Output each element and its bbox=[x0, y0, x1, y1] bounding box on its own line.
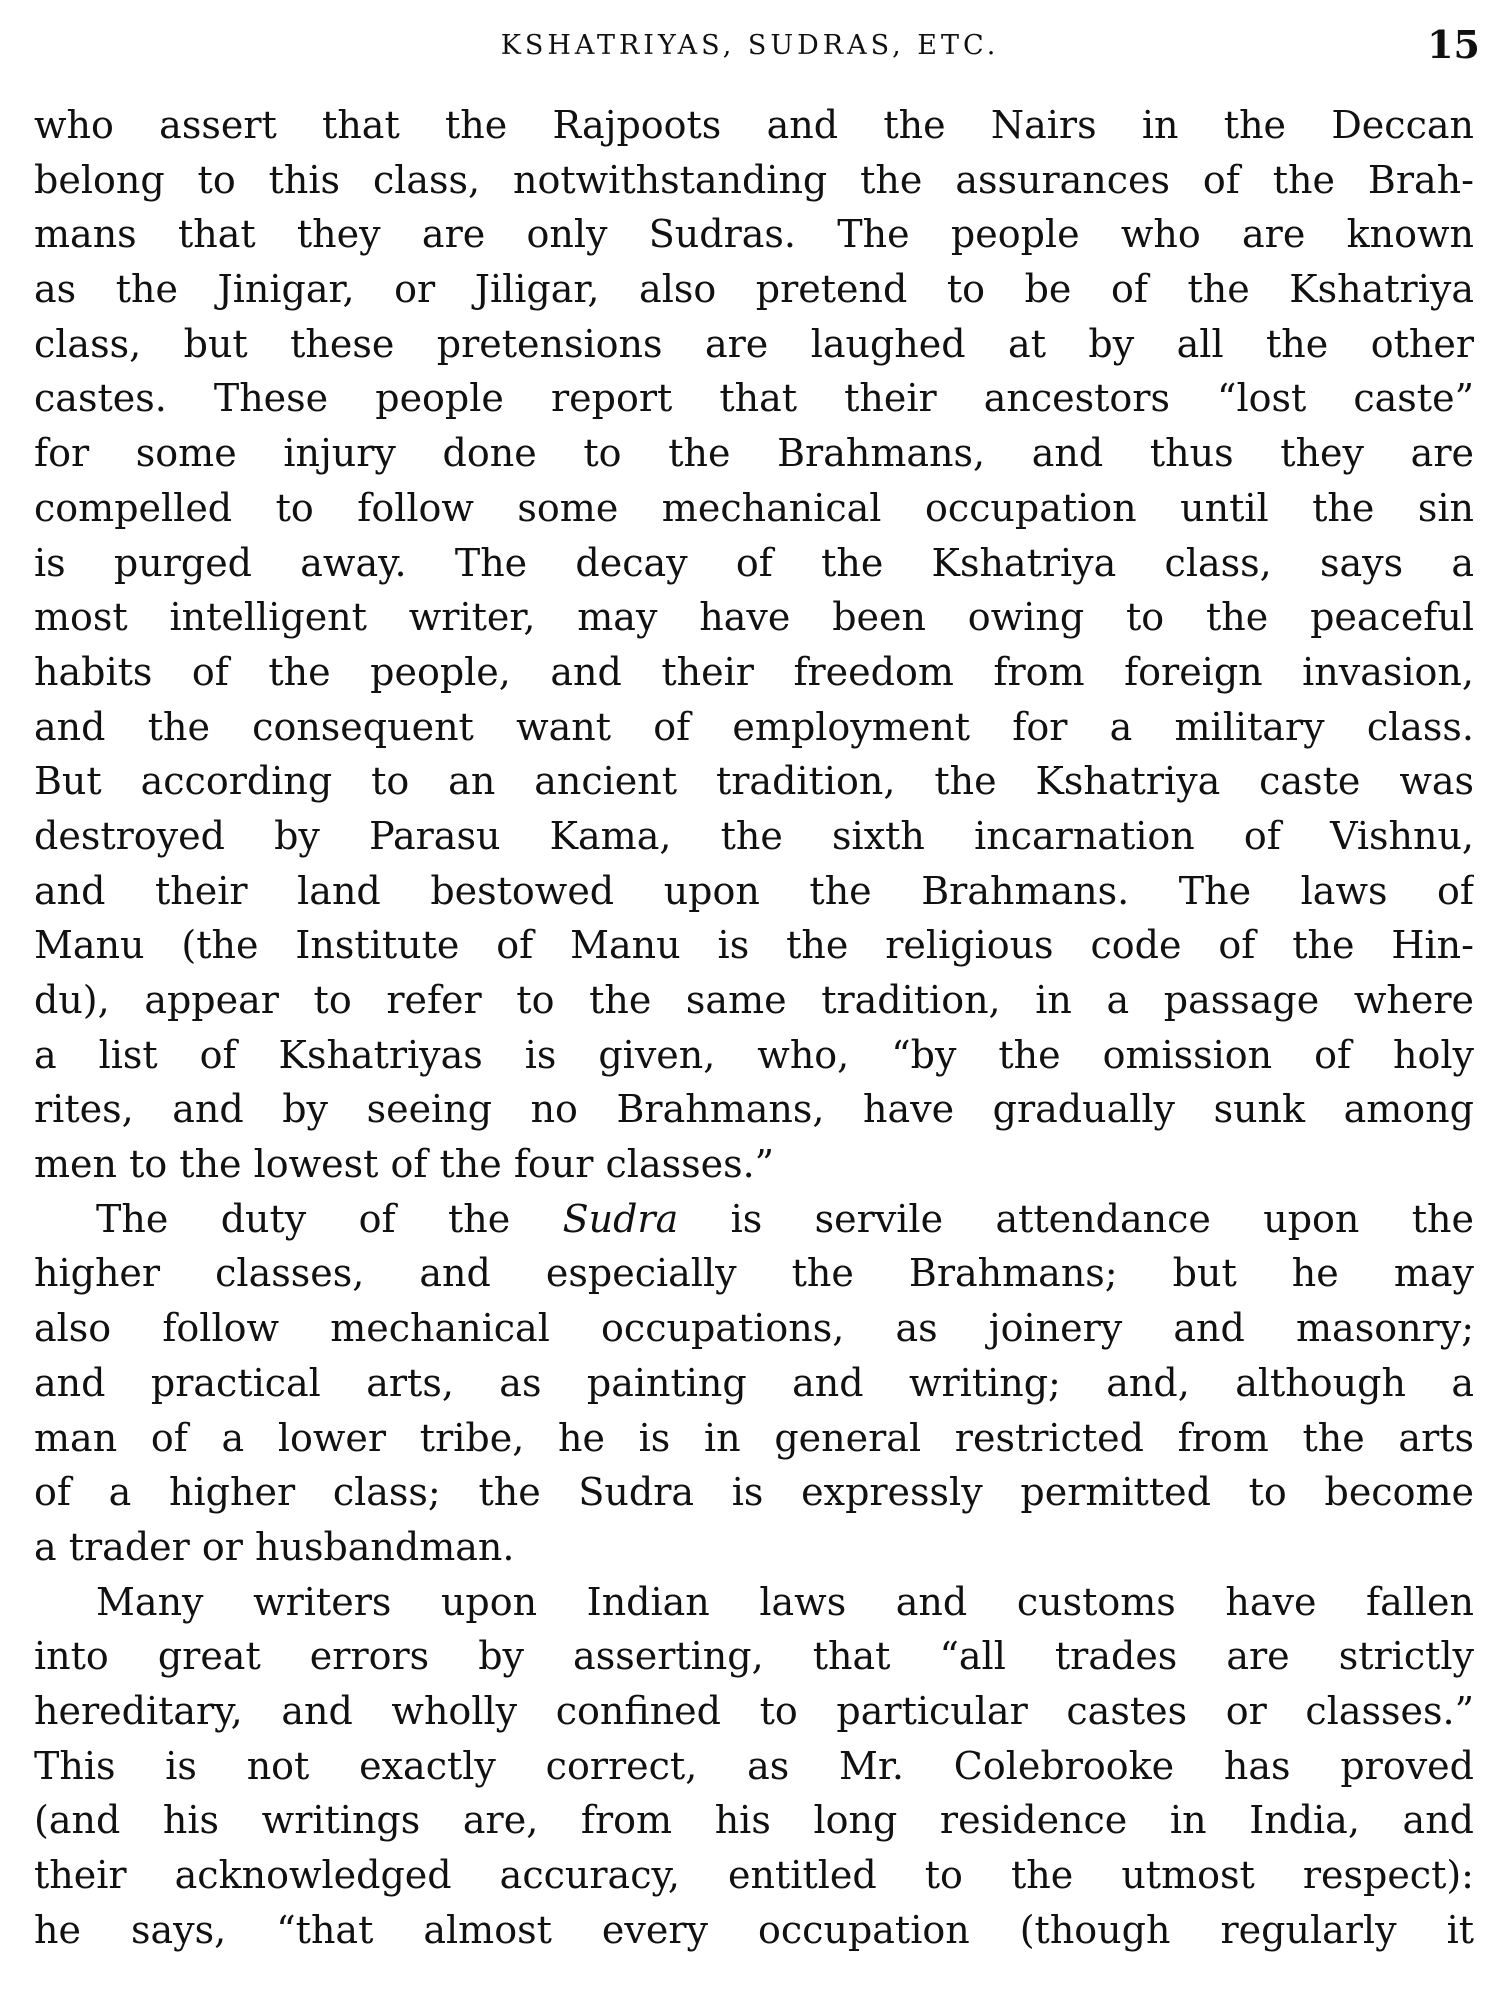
text-line: for some injury done to the Brahmans, and thus they are bbox=[34, 431, 1474, 476]
text-run: The duty of the bbox=[96, 1196, 563, 1241]
text-line: into great errors by asserting, that “all trades are strictly bbox=[34, 1634, 1474, 1679]
text-line bbox=[34, 1192, 1474, 1247]
text-line: destroyed by Parasu Kama, the sixth incarnation of Vishnu, bbox=[34, 813, 1474, 858]
text-line: du), appear to refer to the same tradition, in a passage where bbox=[34, 978, 1474, 1022]
text-line: belong to this class, notwithstanding the assurances of the Brah- bbox=[34, 157, 1474, 202]
text-line: a list of Kshatriyas is given, who, “by the omission of holy bbox=[34, 1032, 1474, 1077]
text-line: mans that they are only Sudras. The people who are known bbox=[34, 212, 1474, 257]
text-line: Manu (the Institute of Manu is the religious code of the Hin- bbox=[34, 923, 1474, 968]
text-line: and their land bestowed upon the Brahmans. The laws of bbox=[34, 868, 1474, 913]
text-line: a trader or husbandman. bbox=[34, 1524, 515, 1569]
paragraph-1 bbox=[34, 98, 1474, 1192]
text-run: is servile attendance upon the bbox=[678, 1196, 1474, 1241]
text-line: who assert that the Rajpoots and the Nairs in the Deccan bbox=[34, 103, 1474, 147]
text-line: higher classes, and especially the Brahmans; but he may bbox=[34, 1251, 1474, 1296]
italic-term: Sudra bbox=[562, 1196, 679, 1241]
text-line: Many writers upon Indian laws and customs have fallen bbox=[96, 1579, 1474, 1624]
page-number: 15 bbox=[1427, 22, 1480, 67]
text-line: habits of the people, and their freedom from foreign invasion, bbox=[34, 649, 1474, 694]
text-line: men to the lowest of the four classes.” bbox=[34, 1142, 775, 1187]
paragraph-2 bbox=[34, 1192, 1474, 1575]
text-line: rites, and by seeing no Brahmans, have gradually sunk among bbox=[34, 1087, 1474, 1132]
text-line: man of a lower tribe, he is in general restricted from the arts bbox=[34, 1415, 1474, 1460]
text-line: as the Jinigar, or Jiligar, also pretend to be of the Kshatriya bbox=[34, 267, 1474, 312]
text-line: This is not exactly correct, as Mr. Colebrooke has proved bbox=[34, 1743, 1474, 1788]
text-line: and the consequent want of employment for a military class. bbox=[34, 704, 1474, 749]
paragraph-3 bbox=[34, 1575, 1474, 1958]
text-line: castes. These people report that their ancestors “lost caste” bbox=[34, 376, 1474, 421]
text-line: and practical arts, as painting and writing; and, although a bbox=[34, 1360, 1474, 1405]
text-line: is purged away. The decay of the Kshatriya class, says a bbox=[34, 540, 1474, 585]
text-line: But according to an ancient tradition, the Kshatriya caste was bbox=[34, 759, 1474, 804]
text-line: also follow mechanical occupations, as joinery and masonry; bbox=[34, 1306, 1474, 1351]
text-line: hereditary, and wholly confined to particular castes or classes.” bbox=[34, 1688, 1474, 1733]
text-line: their acknowledged accuracy, entitled to the utmost respect): bbox=[34, 1853, 1474, 1897]
body-text bbox=[34, 98, 1474, 1957]
running-head bbox=[0, 22, 1500, 72]
text-line: class, but these pretensions are laughed at by all the other bbox=[34, 321, 1474, 366]
running-title: KSHATRIYAS, SUDRAS, ETC. bbox=[500, 30, 1000, 61]
text-line: most intelligent writer, may have been owing to the peaceful bbox=[34, 595, 1474, 640]
text-line: compelled to follow some mechanical occupation until the sin bbox=[34, 485, 1474, 530]
text-line: (and his writings are, from his long residence in India, and bbox=[34, 1798, 1474, 1843]
text-line: he says, “that almost every occupation (though regularly it bbox=[34, 1907, 1474, 1952]
text-line: of a higher class; the Sudra is expressly permitted to become bbox=[34, 1470, 1474, 1515]
